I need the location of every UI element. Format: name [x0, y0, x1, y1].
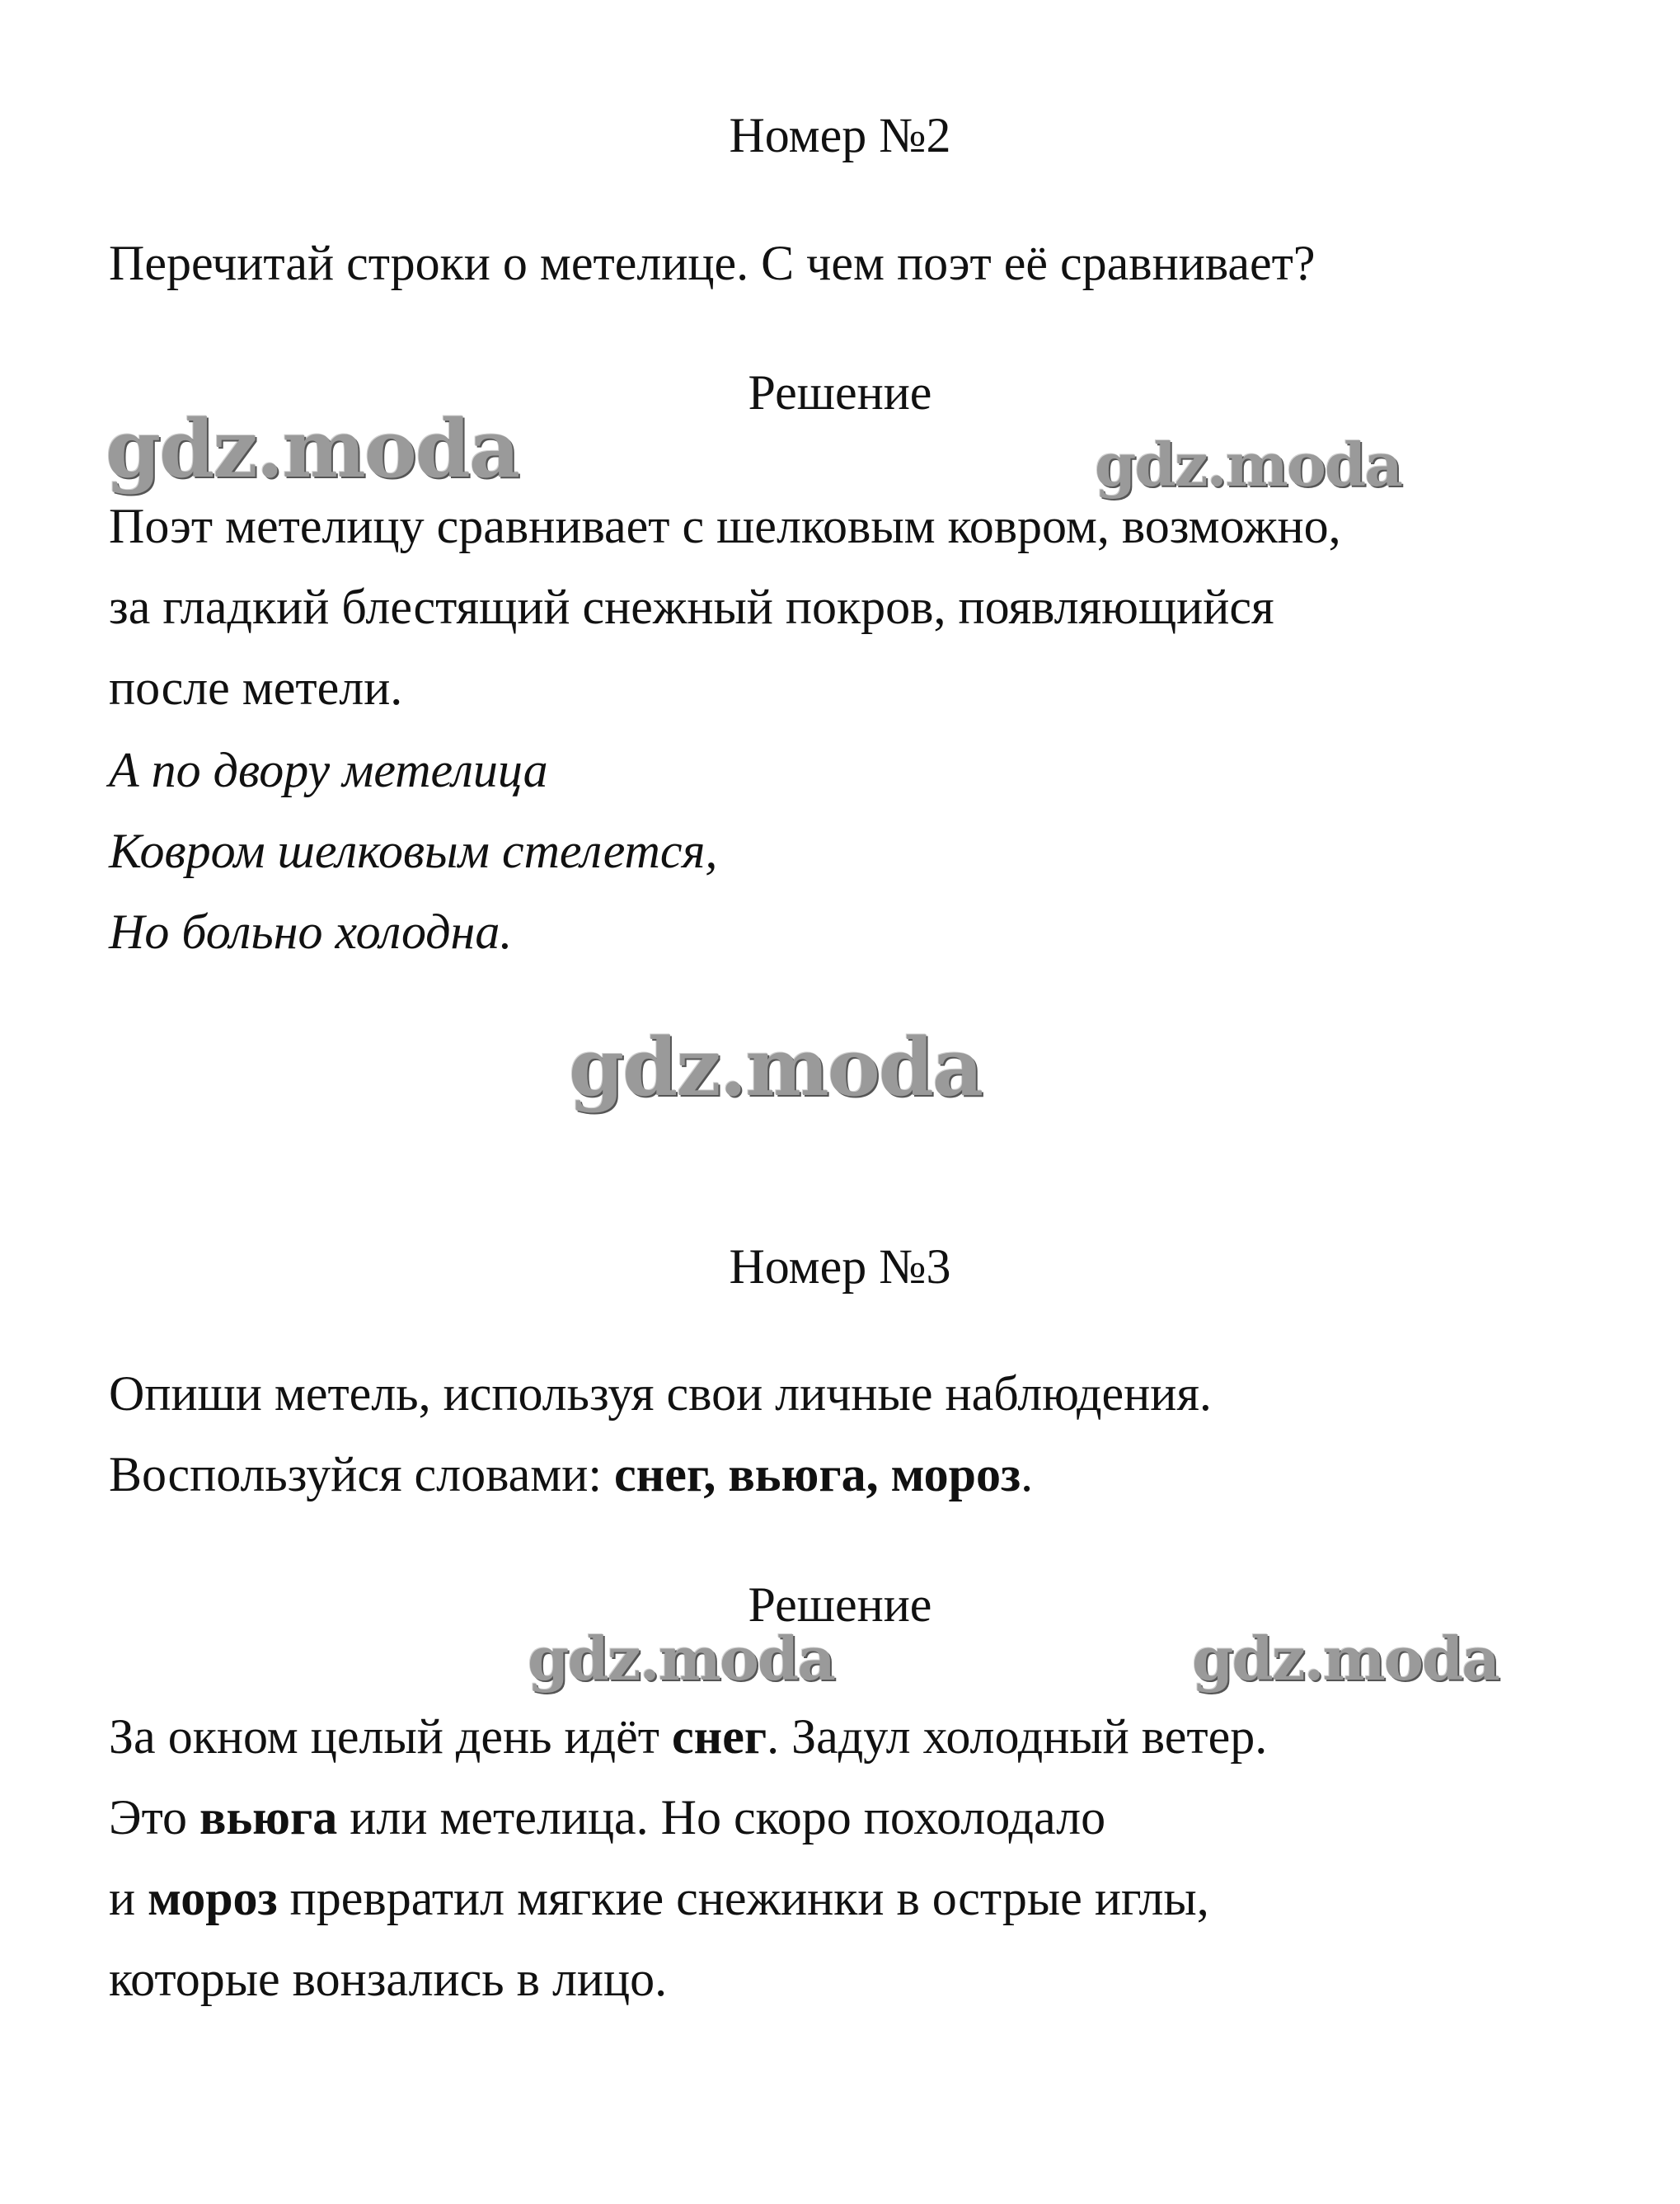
task3-answer-line [109, 1788, 1105, 1847]
task3-answer-line [109, 1707, 1267, 1766]
question-text: Воспользуйся словами: [109, 1447, 615, 1501]
answer-keyword: мороз [148, 1871, 278, 1925]
task2-answer-line: Поэт метелицу сравнивает с шелковым ковром, возможно, [109, 499, 1341, 553]
task2-answer-line: после метели. [109, 660, 403, 715]
watermark-logo: gdz.moda [1095, 430, 1401, 500]
poem-line: А по двору метелица [109, 743, 548, 797]
answer-text: . Задул холодный ветер. [767, 1709, 1268, 1764]
answer-text: и [109, 1871, 148, 1925]
task2-question: Перечитай строки о метелице. С чем поэт её сравнивает? [109, 236, 1316, 290]
task3-solution-label: Решение [748, 1577, 932, 1632]
answer-text: превратил мягкие снежинки в острые иглы, [277, 1871, 1209, 1925]
poem-line: Ковром шелковым стелется, [109, 824, 718, 878]
watermark-logo: gdz.moda [569, 1021, 983, 1114]
task3-question-line [109, 1445, 1033, 1504]
question-keywords: снег, вьюга, мороз [614, 1447, 1021, 1501]
task2-solution-label: Решение [748, 365, 932, 420]
task3-heading: Номер №3 [729, 1239, 951, 1294]
task2-answer-line: за гладкий блестящий снежный покров, появляющийся [109, 580, 1274, 634]
answer-text: или метелица. Но скоро похолодало [337, 1790, 1106, 1844]
task3-answer-line [109, 1868, 1209, 1928]
watermark-logo: gdz.moda [106, 402, 519, 496]
task3-answer-line: которые вонзались в лицо. [109, 1952, 668, 2006]
answer-text: Это [109, 1790, 200, 1844]
task3-question-line: Опиши метель, используя свои личные наблюдения. [109, 1366, 1212, 1421]
watermark-logo: gdz.moda [1192, 1624, 1499, 1694]
poem-line: Но больно холодна. [109, 905, 513, 959]
watermark-logo: gdz.moda [528, 1624, 834, 1694]
question-text: . [1021, 1447, 1034, 1501]
answer-text: За окном целый день идёт [109, 1709, 672, 1764]
task2-heading: Номер №2 [729, 108, 951, 162]
answer-keyword: снег [672, 1709, 767, 1764]
answer-keyword: вьюга [199, 1790, 338, 1844]
